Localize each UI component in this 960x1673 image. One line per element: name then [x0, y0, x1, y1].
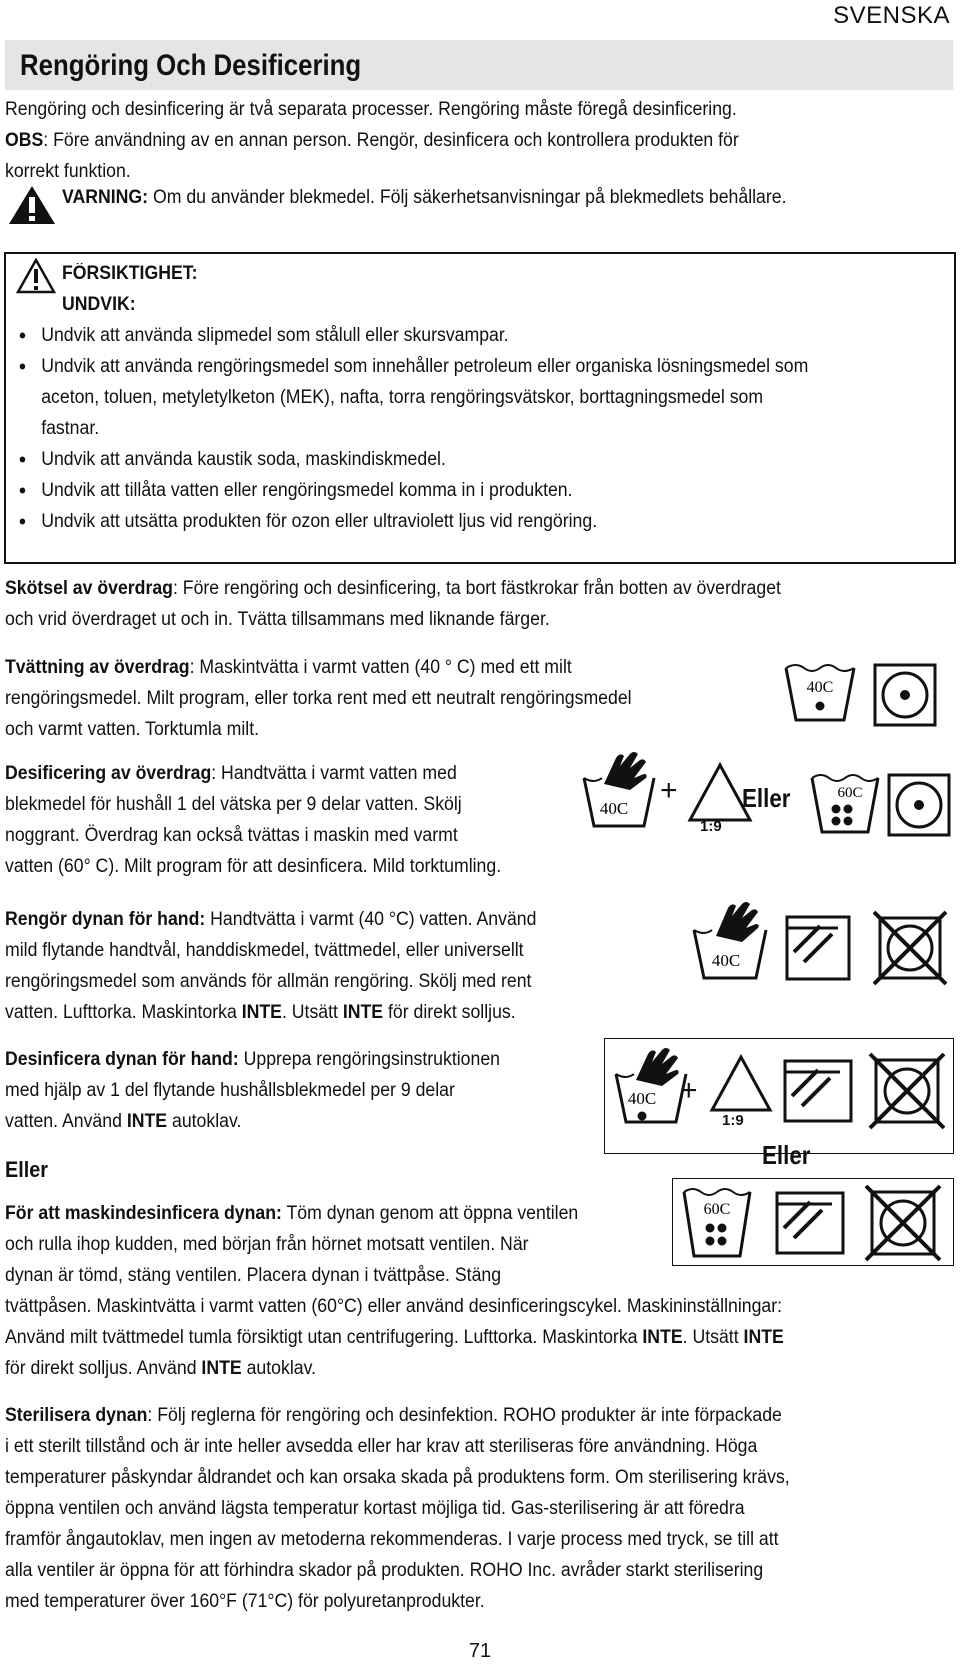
wash-60-temp: 60C: [837, 785, 863, 801]
obs-line-2: korrekt funktion.: [5, 161, 131, 182]
caution-item: • Undvik att använda slipmedel som stålull eller skursvampar.: [4, 320, 822, 351]
hand-wash-temp: 40C: [599, 799, 629, 818]
hand-wash-icon-3: [612, 1044, 690, 1128]
machine-disinfect-paragraph: För att maskindesinficera dynan: Töm dynan genom att öppna ventilen och rulla ihop kudden, med början från hörnet motsatt ventilen. När dynan är tömd, stäng ventilen. Placera dynan i tvättpåse. Stäng tvättpåsen. Maskintvätta i varmt vatten (60°C) eller använd desinficeringscykel. Maskininställningar: Använd milt tvättmedel tumla försiktigt utan centrifugering. Lufttorka. Maskintorka INTE. Utsätt INTE för direkt solljus. Använd INTE autoklav.: [5, 1203, 784, 1379]
hand-clean-paragraph: Rengör dynan för hand: Handtvätta i varmt (40 °C) vatten. Använd mild flytande handtvål, handdiskmedel, tvättmedel, eller universellt rengöringsmedel som används för allmän rengöring. Skölj med rent vatten. Lufttorka. Maskintorka INTE. Utsätt INTE för direkt solljus.: [5, 909, 537, 1023]
line-dry-icon: [784, 914, 852, 982]
page-number: 71: [468, 1640, 492, 1662]
machine-temp: 60C: [703, 1201, 731, 1218]
line-dry-icon-2: [782, 1058, 854, 1124]
sterilize-label: Sterilisera dynan: [5, 1405, 148, 1426]
hand-disinfect-label: Desinficera dynan för hand:: [5, 1049, 239, 1070]
plus-sign-2: +: [680, 1074, 698, 1107]
cover-wash-paragraph: Tvättning av överdrag: Maskintvätta i varmt vatten (40 ° C) med ett milt rengöringsmedel. Milt program, eller torka rent med ett neutralt rengöringsmedel och varmt vatten. Torktumla milt.: [5, 657, 632, 740]
do-not-tumble-dry-icon-2: [868, 1052, 946, 1130]
caution-item: • Undvik att utsätta produkten för ozon eller ultraviolett ljus vid rengöring.: [4, 506, 822, 537]
sterilize-paragraph: Sterilisera dynan: Följ reglerna för rengöring och desinfektion. ROHO produkter är inte förpackade i ett sterilt tillstånd och är inte heller avsedda eller har krav att steriliseras före användning. Höga temperaturer påskyndar åldrandet och kan orsaka skada på produktens form. Om sterilisering krävs, öppna ventilen och använd lägsta temperatur kortast möjliga tid. Gas-sterilisering är att föredra framför ångautoklav, men ingen av metoderna rekommenderas. I varje process med tryck, se till att alla ventiler är öppna för att förhindra skador på produkten. ROHO Inc. avråder starkt sterilisering med temperaturer över 160°F (71°C) för polyuretanprodukter.: [5, 1405, 790, 1612]
cover-care-label: Skötsel av överdrag: [5, 578, 173, 599]
caution-item: • Undvik att tillåta vatten eller rengöringsmedel komma in i produkten.: [4, 475, 822, 506]
hand-disinfect-temp: 40C: [627, 1089, 657, 1108]
caution-heading: [62, 258, 197, 320]
caution-item: • Undvik att använda kaustik soda, maskindiskmedel.: [4, 444, 822, 475]
cover-care-paragraph: Skötsel av överdrag: Före rengöring och desinficering, ta bort fästkrokar från botten av överdraget och vrid överdraget ut och in. Tvätta tillsammans med liknande färger.: [5, 578, 781, 630]
hand-clean-temp: 40C: [711, 951, 741, 970]
bleach-ratio: 1:9: [700, 818, 722, 835]
do-not-tumble-dry-icon: [872, 910, 948, 986]
hand-wash-icon: [580, 748, 658, 832]
intro-line: Rengöring och desinficering är två separata processer. Rengöring måste föregå desinficering.: [5, 99, 737, 120]
obs-label: OBS: [5, 130, 44, 151]
cover-disinfect-paragraph: Desificering av överdrag: Handtvätta i varmt vatten med blekmedel för hushåll 1 del vätska per 9 delar vatten. Skölj noggrant. Överdrag kan också tvättas i maskin med varmt vatten (60° C). Milt program för att desinficera. Mild torktumling.: [5, 763, 502, 877]
tumble-dry-icon-2: [886, 772, 952, 838]
page-title: Rengöring Och Desificering: [20, 49, 362, 82]
tumble-dry-icon: [872, 662, 938, 728]
or-label: Eller: [742, 783, 791, 813]
caution-icon: [16, 258, 56, 294]
warning-label: VARNING:: [62, 187, 149, 208]
language-label: SVENSKA: [833, 2, 950, 29]
hand-wash-icon-2: [690, 898, 770, 984]
cover-disinfect-label: Desificering av överdrag: [5, 763, 212, 784]
or-right: Eller: [762, 1140, 811, 1170]
obs-line: OBS: Före användning av en annan person. Rengör, desinficera och kontrollera produkten för: [5, 130, 739, 151]
wash-tub-icon: [782, 660, 858, 726]
caution-list: [4, 320, 822, 537]
bleach-triangle-icon-2: [708, 1054, 774, 1114]
cover-wash-label: Tvättning av överdrag: [5, 657, 190, 678]
avoid-label: UNDVIK:: [62, 294, 136, 315]
hand-disinfect-paragraph: Desinficera dynan för hand: Upprepa rengöringsinstruktionen med hjälp av 1 del flytande hushållsblekmedel per 9 delar vatten. Använd INTE autoklav.: [5, 1049, 500, 1132]
wash-60-icon: [808, 768, 882, 838]
machine-disinfect-label: För att maskindesinficera dynan:: [5, 1203, 282, 1224]
bleach-ratio-2: 1:9: [722, 1112, 744, 1129]
or-left: Eller: [5, 1157, 48, 1182]
warning-line: VARNING: Om du använder blekmedel. Följ säkerhetsanvisningar på blekmedlets behållare.: [62, 187, 787, 208]
warning-icon: [7, 184, 57, 226]
caution-label: FÖRSIKTIGHET:: [62, 263, 198, 284]
hand-clean-label: Rengör dynan för hand:: [5, 909, 206, 930]
plus-sign: +: [660, 774, 678, 807]
caution-item: • Undvik att använda rengöringsmedel som innehåller petroleum eller organiska lösningsmedel som aceton, toluen, metyletylketon (MEK), nafta, torra rengöringsvätskor, borttagningsmedel som fastnar.: [4, 351, 822, 444]
wash-temp-label: 40C: [806, 679, 834, 696]
intro-paragraph: [5, 94, 889, 187]
